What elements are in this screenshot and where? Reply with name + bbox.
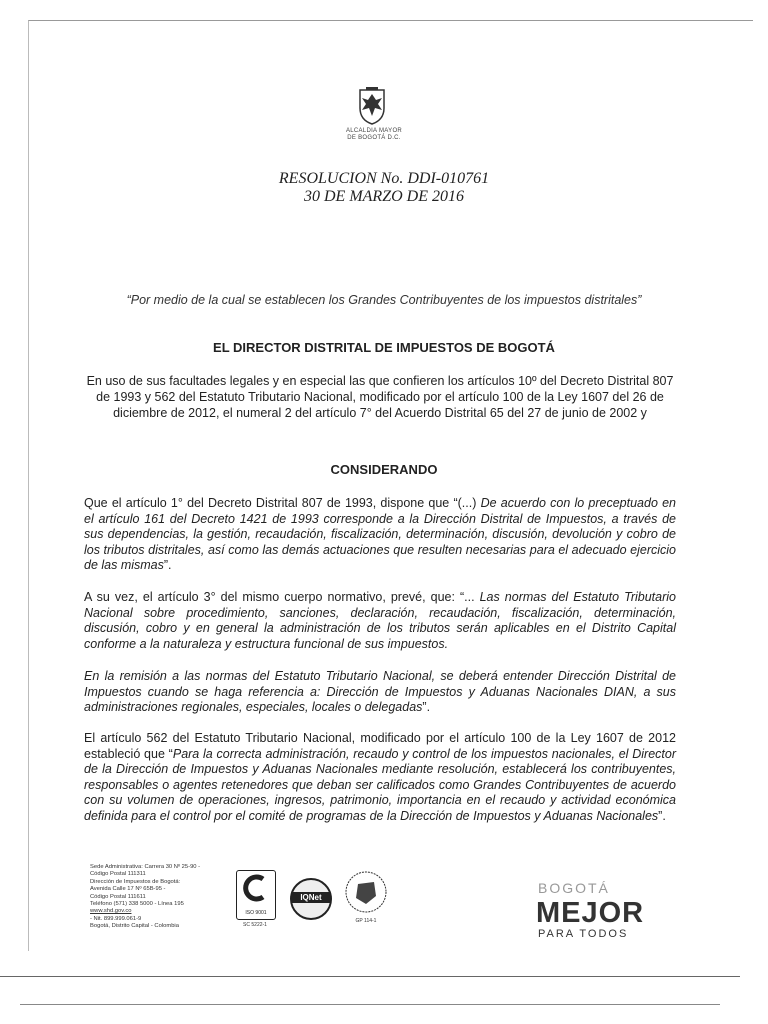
paragraph-4-tail: ”.	[658, 808, 666, 823]
address-line: Código Postal 111611	[90, 893, 146, 900]
intro-paragraph: En uso de sus facultades legales y en especial las que confieren los artículos 10º del Decreto Distrital 807 de 1993 y 562 del Estatuto Tributario Nacional, modificado por el artículo 100 de la Ley 1607 del 26 de diciembre de 2012, el numeral 2 del artículo 7° del Acuerdo Distrital 65 del 27 de junio de 2002 y	[86, 374, 674, 420]
paragraph-3	[84, 669, 676, 716]
iqnet-logo	[290, 878, 332, 920]
address-line: Sede Administrativa: Carrera 30 Nº 25-90 -	[90, 864, 201, 870]
paragraph-1-tail: ”.	[163, 558, 172, 572]
paragraph-3-quote: En la remisión a las normas del Estatuto Tributario Nacional, se deberá entender Dirección Distrital de Impuestos cuando se haga referencia a: Dirección de Impuestos y Aduanas Nacionales DIAN, a sus administraciones regionales, especiales, locales o delegadas	[84, 669, 676, 714]
paragraph-1-quote: De acuerdo con lo preceptuado en el artículo 161 del Decreto 1421 de 1993 corresponde a la Dirección Distrital de Impuestos, a través de sus dependencias, la gestión, recaudación, fiscalización, determinación, discusión, devolución y cobro de los tributos distritales, así como las demás actuaciones que resulten necesarias para el adecuado ejercicio de las mismas	[84, 496, 677, 572]
paragraph-4-quote: Para la correcta administración, recaudo y control de los impuestos nacionales, el Director de la Dirección de Impuestos y Aduanas Nacionales mediante resolución, establecerá los contribuyentes, responsables o agentes retenedores que deban ser calificados como Grandes Contribuyentes de acuerdo con su volumen de operaciones, ingresos, patrimonio, importancia en el recaudo y actividad económica definida para el control por el comité de programas de la Dirección de Impuestos y Aduanas Nacionales	[84, 746, 676, 823]
address-line: Avenida Calle 17 Nº 65B-95 -	[90, 886, 166, 893]
resolution-date: 30 DE MARZO DE 2016	[304, 188, 464, 205]
paragraph-4	[84, 731, 676, 824]
cert1-code: SC 5222-1	[243, 922, 267, 928]
coat-of-arms-icon	[352, 86, 392, 126]
resolution-purpose: “Por medio de la cual se establecen los Grandes Contribuyentes de los impuestos distritales”	[126, 293, 642, 307]
director-heading: EL DIRECTOR DISTRITAL DE IMPUESTOS DE BOGOTÁ	[213, 340, 555, 355]
address-line: - Nit. 899.999.061-9	[90, 915, 142, 922]
paragraph-2-plain: A su vez, el artículo 3° del mismo cuerpo normativo, prevé, que: “...	[84, 590, 480, 604]
iso-label: ISO 9001	[245, 910, 267, 916]
footer-address	[90, 864, 220, 931]
mejor-wordmark: MEJOR	[536, 897, 645, 929]
paragraph-2-quote: Las normas del Estatuto Tributario Nacional sobre procedimiento, sanciones, declaración, recaudación, fiscalización, determinación, discusión, cobro y en general la administración de los tributos serán aplicables en el Distrito Capital conforme a la naturaleza y estructura funcional de sus impuestos.	[84, 590, 676, 651]
address-line: Teléfono (571) 338 5000 - Línea 195	[90, 901, 184, 908]
considerando-heading: CONSIDERANDO	[330, 462, 438, 477]
website-link[interactable]: www.shd.gov.co	[90, 908, 132, 915]
crest-caption-line2: DE BOGOTÁ D.C.	[347, 135, 401, 141]
divider-line	[0, 976, 740, 977]
address-line: Código Postal 111311	[90, 871, 146, 878]
paragraph-1-plain: Que el artículo 1° del Decreto Distrital 807 de 1993, dispone que “(...)	[84, 496, 481, 510]
paragraph-1	[84, 496, 676, 574]
crest-caption	[330, 128, 418, 142]
icontec-c-icon	[237, 871, 275, 905]
iqnet-label: IQNet	[292, 892, 330, 903]
address-line: Dirección de Impuestos de Bogotá:	[90, 878, 181, 885]
cert3-code: GP 114-1	[355, 918, 377, 924]
paragraph-3-tail: ”.	[422, 700, 431, 714]
divider-line	[20, 1004, 720, 1005]
crest-caption-line1: ALCALDIA MAYOR	[345, 128, 403, 134]
para-todos-wordmark: PARA TODOS	[538, 928, 629, 940]
address-line: Bogotá, Distrito Capital - Colombia	[90, 923, 179, 930]
paragraph-2	[84, 590, 676, 652]
icontec-iso-logo	[236, 870, 276, 920]
resolution-number: RESOLUCION No. DDI-010761	[278, 170, 490, 187]
paragraph-4-plain: El artículo 562 del Estatuto Tributario Nacional, modificado por el artículo 100 de la Ley 1607 de 2012 estableció que “	[84, 731, 676, 761]
bogota-wordmark: BOGOTÁ	[538, 880, 610, 896]
certification-seal-icon	[344, 870, 388, 918]
